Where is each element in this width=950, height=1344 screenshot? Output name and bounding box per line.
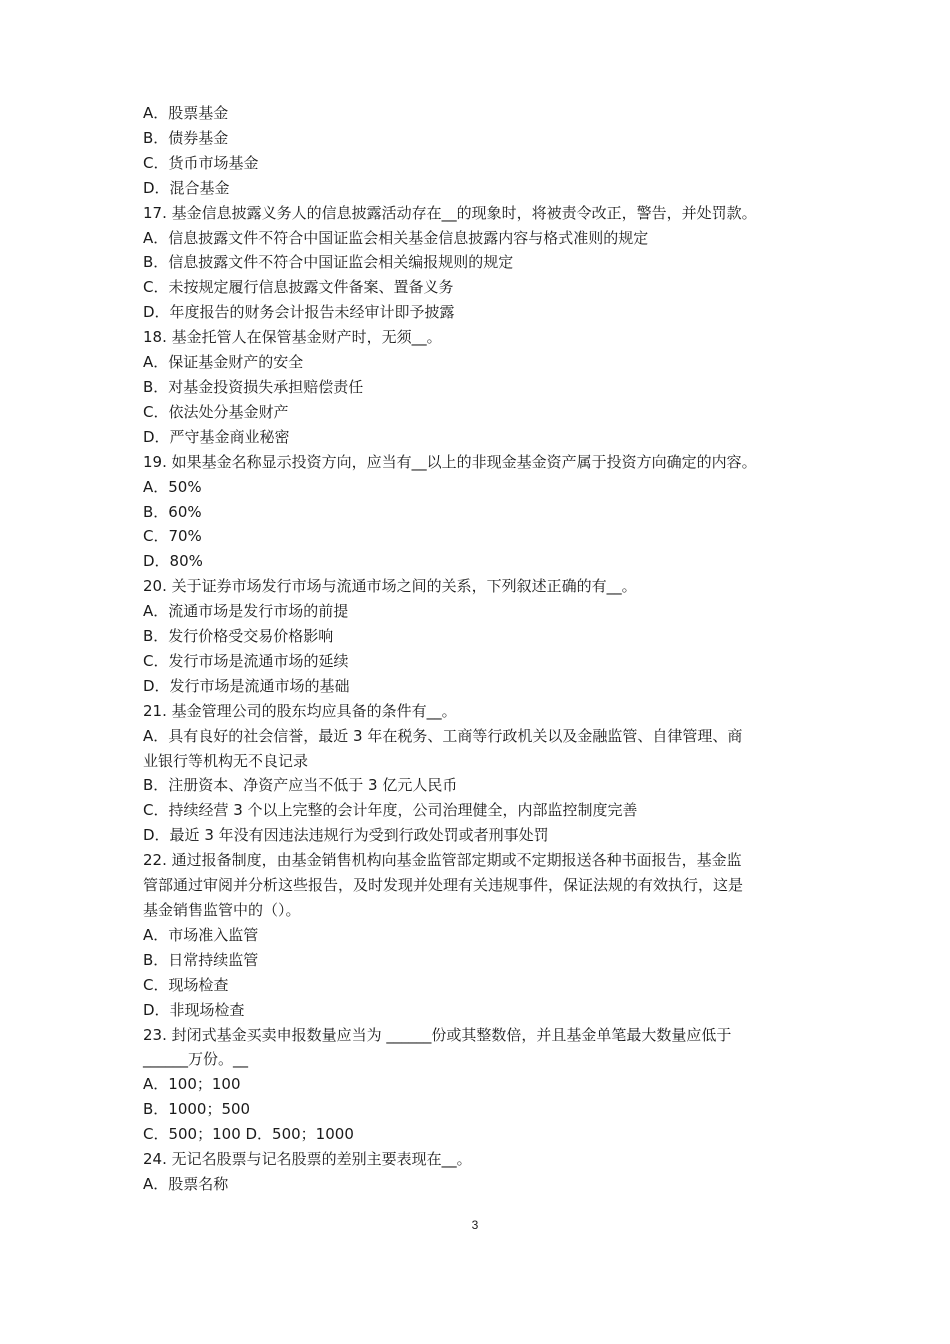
text-line: A．50% [143,477,202,496]
text-line: ______万份。__ [143,1050,249,1069]
text-line: 基金销售监管中的（）。 [143,901,301,919]
page-number: 3 [471,1218,479,1232]
text-line: B．日常持续监管 [143,950,259,969]
text-line: B．注册资本、净资产应当不低于 3 亿元人民币 [143,776,458,795]
text-line: 22. 通过报备制度，由基金销售机构向基金监管部定期或不定期报送各种书面报告，基金监 [143,851,742,870]
text-line: A．股票名称 [143,1174,229,1193]
text-line: A．市场准入监管 [143,925,259,944]
text-line: A．信息披露文件不符合中国证监会相关基金信息披露内容与格式准则的规定 [143,228,649,247]
text-line: B．对基金投资损失承担赔偿责任 [143,377,364,396]
text-line: D．80% [143,552,203,571]
text-line: A．保证基金财产的安全 [143,353,304,372]
text-line: B．1000；500 [143,1100,251,1119]
text-line: 20. 关于证券市场发行市场与流通市场之间的关系，下列叙述正确的有__。 [143,577,637,596]
text-line: C．未按规定履行信息披露文件备案、置备义务 [143,278,454,297]
text-line: 18. 基金托管人在保管基金财产时，无须__。 [143,328,442,347]
text-line: A．股票基金 [143,104,229,122]
text-line: B．60% [143,502,202,521]
text-line: D．非现场检查 [143,1000,245,1019]
text-line: C．持续经营 3 个以上完整的会计年度，公司治理健全，内部监控制度完善 [143,801,638,820]
text-line: C．现场检查 [143,975,229,994]
text-line: D．混合基金 [143,178,230,197]
text-line: 19. 如果基金名称显示投资方向，应当有__以上的非现金基金资产属于投资方向确定的内容。 [143,452,757,471]
text-line: C．70% [143,527,202,546]
text-line: D．最近 3 年没有因违法违规行为受到行政处罚或者刑事处罚 [143,826,549,845]
text-line: B．信息披露文件不符合中国证监会相关编报规则的规定 [143,253,514,272]
text-line: C．发行市场是流通市场的延续 [143,651,349,670]
text-line: 管部通过审阅并分析这些报告，及时发现并处理有关违规事件，保证法规的有效执行，这是 [143,876,744,895]
text-line: A．流通市场是发行市场的前提 [143,602,349,621]
text-line: A．具有良好的社会信誉，最近 3 年在税务、工商等行政机关以及金融监管、自律管理、商 [143,726,743,745]
text-line: B．债券基金 [143,128,229,147]
text-line: 业银行等机构无不良记录 [143,751,309,770]
text-line: A．100；100 [143,1075,241,1094]
text-line: 21. 基金管理公司的股东均应具备的条件有__。 [143,701,457,720]
text-line: B．发行价格受交易价格影响 [143,627,334,646]
text-line: C．依法处分基金财产 [143,402,289,421]
text-line: D．年度报告的财务会计报告未经审计即予披露 [143,303,455,322]
text-line: 17. 基金信息披露义务人的信息披露活动存在__的现象时，将被责令改正，警告，并处罚款。 [143,203,757,222]
text-line: C．500；100 D．500；1000 [143,1125,354,1144]
document-body [143,101,823,1197]
text-line: C．货币市场基金 [143,153,259,172]
text-line: 24. 无记名股票与记名股票的差别主要表现在__。 [143,1150,472,1169]
text-line: D．发行市场是流通市场的基础 [143,676,350,695]
text-line: 23. 封闭式基金买卖申报数量应当为 ______份或其整数倍，并且基金单笔最大数量应低于 [143,1025,732,1044]
text-line: D．严守基金商业秘密 [143,427,290,446]
